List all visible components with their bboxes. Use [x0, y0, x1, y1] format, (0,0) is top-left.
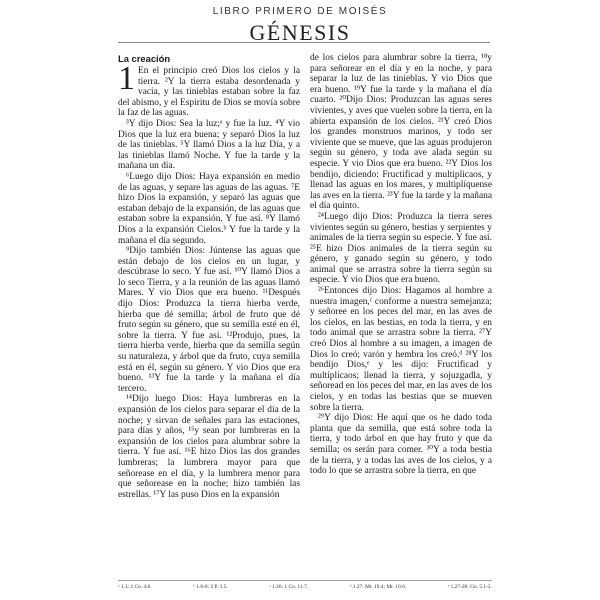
footnote: ᵃ 1.3: 2 Co. 4.6.: [118, 584, 152, 590]
section-heading: La creación: [118, 53, 171, 64]
book-title: GÉNESIS: [249, 20, 351, 45]
left-column: [118, 53, 300, 574]
verse-paragraph: ¹⁴Dijo luego Dios: Haya lumbreras en la expansión de los cielos para separar el día de la noche; y sirvan de señales para las estaciones, para días y años, ¹⁵y sean por lumbreras en la expansión de los cielos para alumbrar sobre la tierra. Y fue así. ¹⁶E hizo Dios las dos grandes lumbreras; la lumbrera mayor para que señorease en el día, y la lumbrera menor para que señorease en la noche; hizo también las estrellas. ¹⁷Y las puso Dios en la expansión: [118, 394, 300, 500]
verse-paragraph: ²⁶Entonces dijo Dios: Hagamos al hombre a nuestra imagen,ᶜ conforme a nuestra semejanza; y señoree en los peces del mar, en las aves de los cielos, en las bestias, en toda la tierra, y en todo animal que se arrastra sobre la tierra. ²⁷Y creó Dios al hombre a su imagen, a imagen de Dios lo creó; varón y hembra los creó.ᵈ ²⁸Y los bendijo Dios,ᵉ y les dijo: Fructificad y multiplicaos; llenad la tierra, y sojuzgadla, y señoread en los peces del mar, en las aves de los cielos, y en todas las bestias que se mueven sobre la tierra.: [310, 286, 492, 413]
chapter-number: 1: [118, 60, 135, 97]
verse-paragraph: de los cielos para alumbrar sobre la tierra, ¹⁸y para señorear en el día y en la noche, y para separar la luz de las tinieblas. Y vio Dios que era bueno. ¹⁹Y fue la tarde y la mañana el día cuarto. ²⁰Dijo Dios: Produzcan las aguas seres vivientes, y aves que vuelen sobre la tierra, en la abierta expansión de los cielos. ²¹Y creó Dios los grandes monstruos marinos, y todo ser viviente que se mueve, que las aguas produjeron según su género, y toda ave alada según su especie. Y vio Dios que era bueno. ²²Y Dios los bendijo, diciendo: Fructificad y multiplicaos, y llenad las aguas en los mares, y multiplíquense las aves en la tierra. ²³Y fue la tarde y la mañana el día quinto.: [310, 53, 492, 212]
footnote: ᵈ 1.27: Mt. 19.4; Mr. 10.6.: [349, 584, 407, 590]
right-column: [310, 53, 492, 574]
paragraph-text: En el principio creó Dios los cielos y la tierra. ²Y la tierra estaba desordenada y vacía, y las tinieblas estaban sobre la faz del abismo, y el Espíritu de Dios se movía sobre la faz de las aguas.: [118, 66, 300, 119]
footnote: ᵉ 1.27-28: Gn. 5.1-2.: [447, 584, 492, 590]
text-columns: [118, 53, 492, 574]
verse-paragraph: [118, 60, 300, 119]
verse-paragraph: ³Y dijo Dios: Sea la luz;ᵃ y fue la luz. ⁴Y vio Dios que la luz era buena; y separó Dios la luz de las tinieblas. ⁵Y llamó Dios a la luz Día, y a las tinieblas llamó Noche. Y fue la tarde y la mañana un día.: [118, 118, 300, 172]
header-divider: [118, 42, 490, 43]
book-subtitle: LIBRO PRIMERO DE MOISÉS: [212, 6, 388, 17]
page-header: [0, 6, 600, 46]
verse-paragraph: ⁶Luego dijo Dios: Haya expansión en medio de las aguas, y separe las aguas de las aguas. ⁷E hizo Dios la expansión, y separó las aguas que estaban debajo de la expansión, de las aguas que estaban sobre la expansión. Y fue así. ⁸Y llamó Dios a la expansión Cielos.ᵇ Y fue la tarde y la mañana el día segundo.: [118, 171, 300, 246]
footnotes: [118, 580, 492, 590]
verse-paragraph: ⁹Dijo también Dios: Júntense las aguas que están debajo de los cielos en un lugar, y descúbrase lo seco. Y fue así. ¹⁰Y llamó Dios a lo seco Tierra, y a la reunión de las aguas llamó Mares. Y vio Dios que era bueno. ¹¹Después dijo Dios: Produzca la tierra hierba verde, hierba que dé semilla; árbol de fruto que dé fruto según su género, que su semilla esté en él, sobre la tierra. Y fue así. ¹²Produjo, pues, la tierra hierba verde, hierba que da semilla según su naturaleza, y árbol que da fruto, cuya semilla está en él, según su género. Y vio Dios que era bueno. ¹³Y fue la tarde y la mañana el día tercero.: [118, 246, 300, 394]
verse-paragraph: ²⁴Luego dijo Dios: Produzca la tierra seres vivientes según su género, bestias y serpientes y animales de la tierra según su especie. Y fue así. ²⁵E hizo Dios animales de la tierra según su género, y ganado según su género, y todo animal que se arrastra sobre la tierra según su especie. Y vio Dios que era bueno.: [310, 211, 492, 286]
footnote: ᵇ 1.6-8: 2 P. 3.5.: [193, 584, 228, 590]
footnote: ᶜ 1.26: 1 Co. 11.7.: [269, 584, 309, 590]
verse-paragraph: ²⁹Y dijo Dios: He aquí que os he dado toda planta que da semilla, que está sobre toda la tierra, y todo árbol en que hay fruto y que da semilla; os serán para comer. ³⁰Y a toda bestia de la tierra, y a todas las aves de los cielos, y a todo lo que se arrastra sobre la tierra, en que: [310, 413, 492, 477]
